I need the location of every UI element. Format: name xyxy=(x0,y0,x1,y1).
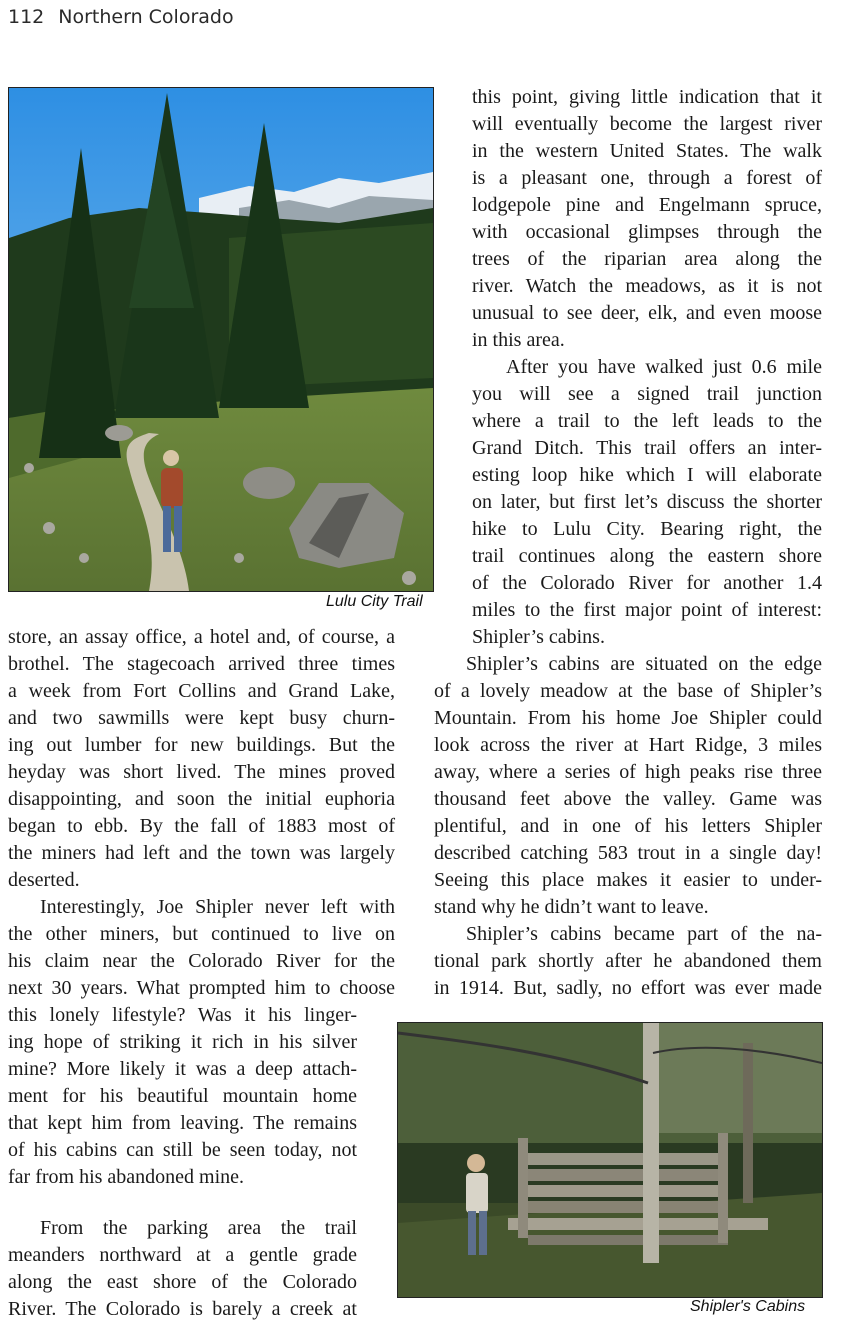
page-number: 112 xyxy=(8,6,45,28)
text-line: ment for his beautiful mountain home xyxy=(8,1085,357,1107)
text-line: Grand Ditch. This trail offers an inter- xyxy=(472,437,822,459)
running-header xyxy=(8,6,234,28)
text-line: will eventually become the largest river xyxy=(472,113,822,135)
figure-caption-shiplers-cabins: Shipler's Cabins xyxy=(690,1298,806,1315)
figure-caption-lulu-city-trail: Lulu City Trail xyxy=(326,593,423,610)
text-line: began to ebb. By the fall of 1883 most of xyxy=(8,815,395,837)
text-line: in 1914. But, sadly, no effort was ever made xyxy=(434,977,822,999)
text-line: esting loop hike which I will elaborate xyxy=(472,464,822,486)
text-line: lodgepole pine and Engelmann spruce, xyxy=(472,194,822,216)
text-line: in the western United States. The walk xyxy=(472,140,822,162)
text-line: of a lovely meadow at the base of Shipler’s xyxy=(434,680,822,702)
text-line: described catching 583 trout in a single day! xyxy=(434,842,822,864)
text-line: far from his abandoned mine. xyxy=(8,1166,245,1188)
running-title: Northern Colorado xyxy=(58,6,234,28)
text-line: ing hope of striking it rich in his silver xyxy=(8,1031,357,1053)
text-line: of the Colorado River for another 1.4 xyxy=(472,572,822,594)
text-line: Interestingly, Joe Shipler never left with xyxy=(40,896,395,918)
text-line: store, an assay office, a hotel and, of course, a xyxy=(8,626,395,648)
text-line: tional park shortly after he abandoned them xyxy=(434,950,822,972)
text-line: ing out lumber for new buildings. But the xyxy=(8,734,395,756)
text-line: stand why he didn’t want to leave. xyxy=(434,896,709,918)
text-line: of his cabins can still be seen today, not xyxy=(8,1139,357,1161)
text-line: River. The Colorado is barely a creek at xyxy=(8,1298,357,1320)
text-line: miles to the first major point of interest: xyxy=(472,599,822,621)
text-line: Shipler’s cabins are situated on the edge xyxy=(466,653,822,675)
text-line: away, where a series of high peaks rise three xyxy=(434,761,822,783)
text-line: where a trail to the left leads to the xyxy=(472,410,822,432)
text-line: this lonely lifestyle? Was it his linger- xyxy=(8,1004,357,1026)
text-line: the miners had left and the town was largely xyxy=(8,842,395,864)
text-line: Shipler’s cabins became part of the na- xyxy=(466,923,822,945)
text-line: this point, giving little indication that it xyxy=(472,86,822,108)
lulu-city-trail-photo xyxy=(8,87,434,592)
text-line: in this area. xyxy=(472,329,565,351)
text-line: Shipler’s cabins. xyxy=(472,626,605,648)
text-line: his claim near the Colorado River for the xyxy=(8,950,395,972)
text-line: and two sawmills were kept busy churn- xyxy=(8,707,395,729)
text-line: From the parking area the trail xyxy=(40,1217,357,1239)
text-line: After you have walked just 0.6 mile xyxy=(506,356,822,378)
text-line: trail continues along the eastern shore xyxy=(472,545,822,567)
text-line: look across the river at Hart Ridge, 3 miles xyxy=(434,734,822,756)
text-line: is a pleasant one, through a forest of xyxy=(472,167,822,189)
text-line: along the east shore of the Colorado xyxy=(8,1271,357,1293)
text-line: unusual to see deer, elk, and even moose xyxy=(472,302,822,324)
text-line: a week from Fort Collins and Grand Lake, xyxy=(8,680,395,702)
text-line: plentiful, and in one of his letters Shipler xyxy=(434,815,822,837)
text-line: thousand feet above the valley. Game was xyxy=(434,788,822,810)
text-line: that kept him from leaving. The remains xyxy=(8,1112,357,1134)
text-line: you will see a signed trail junction xyxy=(472,383,822,405)
text-line: on later, but first let’s discuss the shorter xyxy=(472,491,822,513)
text-line: next 30 years. What prompted him to choose xyxy=(8,977,395,999)
text-line: disappointing, and soon the initial euphoria xyxy=(8,788,395,810)
text-line: meanders northward at a gentle grade xyxy=(8,1244,357,1266)
text-line: the other miners, but continued to live on xyxy=(8,923,395,945)
text-line: brothel. The stagecoach arrived three times xyxy=(8,653,395,675)
text-line: with occasional glimpses through the xyxy=(472,221,822,243)
text-line: mine? More likely it was a deep attach- xyxy=(8,1058,357,1080)
text-line: river. Watch the meadows, as it is not xyxy=(472,275,822,297)
text-line: hike to Lulu City. Bearing right, the xyxy=(472,518,822,540)
shiplers-cabins-photo xyxy=(397,1022,823,1298)
text-line: Mountain. From his home Joe Shipler could xyxy=(434,707,822,729)
text-line: trees of the riparian area along the xyxy=(472,248,822,270)
text-line: Seeing this place makes it easier to under- xyxy=(434,869,822,891)
text-line: heyday was short lived. The mines proved xyxy=(8,761,395,783)
text-line: deserted. xyxy=(8,869,80,891)
